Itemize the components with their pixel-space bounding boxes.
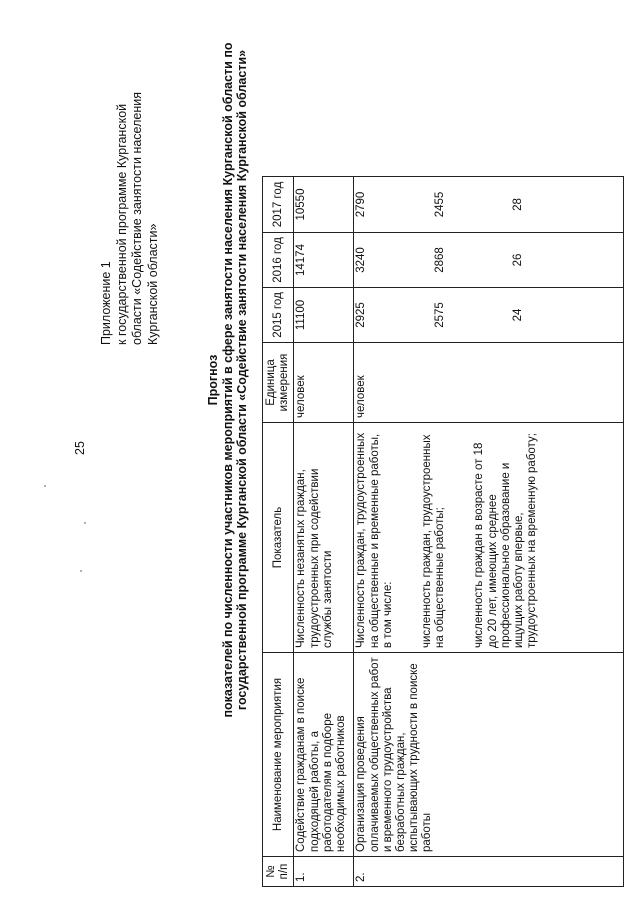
scan-speck <box>84 522 86 524</box>
row-value-2017: 2455 <box>433 191 446 218</box>
row-value-2015: 11100 <box>294 288 354 343</box>
header-indicator: Показатель <box>263 423 294 653</box>
indicator-text: численность граждан, трудоустроенных на общественные работы; <box>421 434 447 648</box>
table-header-row <box>263 177 294 887</box>
row-values-2017 <box>354 177 624 233</box>
row-value-2016: 3240 <box>355 247 368 273</box>
header-2015: 2015 год <box>263 288 294 343</box>
header-num: № п/п <box>263 857 294 887</box>
appendix-line: области «Содействие занятости населения <box>130 92 144 345</box>
row-value-2015: 2925 <box>355 302 368 328</box>
row-value-2017: 10550 <box>294 177 354 233</box>
row-num: 2. <box>354 857 624 887</box>
document-title <box>206 35 250 725</box>
header-unit: Единица измерения <box>263 343 294 423</box>
row-value-2017: 28 <box>511 198 524 211</box>
row-value-2016: 26 <box>511 253 524 267</box>
scan-speck <box>80 570 82 572</box>
forecast-table <box>262 176 624 887</box>
row-value-2016: 14174 <box>294 233 354 288</box>
header-2017: 2017 год <box>263 177 294 233</box>
title-line: показателей по численности участников мероприятий в сфере занятости населения Курганской области по <box>220 42 235 718</box>
row-value-2017: 2790 <box>355 191 368 218</box>
appendix-line: Курганской области» <box>145 223 160 345</box>
row-value-2016: 2868 <box>433 247 446 273</box>
row-num: 1. <box>294 857 354 887</box>
title-line: государственной программе Курганской области «Содействие занятости населения Курганской области» <box>235 49 249 711</box>
row-unit: человек <box>354 343 624 423</box>
header-event: Наименование мероприятия <box>263 653 294 857</box>
scan-speck <box>44 485 46 487</box>
row-value-2015: 24 <box>511 308 524 322</box>
indicator-text: численность граждан в возрасте от 18 до 20 лет, имеющих среднее профессиональное образование и ищущих работу впервые, трудоустроенных на временную работу; <box>473 433 539 648</box>
indicator-text: Численность граждан, трудоустроенных на общественные и временные работы, в том числе: <box>355 432 394 648</box>
row-unit: человек <box>294 343 354 423</box>
row-values-2016 <box>354 233 624 288</box>
title-line: Прогноз <box>206 354 220 406</box>
appendix-note <box>99 15 161 345</box>
appendix-line: Приложение 1 <box>99 261 113 345</box>
page-number: 25 <box>73 441 87 455</box>
table-row <box>294 177 354 887</box>
row-event: Организация проведения оплачиваемых общественных работ и временного трудоустройства безработных граждан, испытывающих трудности в поиске работы <box>354 653 624 857</box>
row-values-2015 <box>354 288 624 343</box>
row-indicator: Численность незанятых граждан, трудоустроенных при содействии службы занятости <box>294 423 354 653</box>
row-event: Содействие гражданам в поиске подходящей работы, а работодателям в подборе необходимых работников <box>294 653 354 857</box>
row-value-2015: 2575 <box>433 302 446 328</box>
appendix-line: к государственной программе Курганской <box>114 103 129 345</box>
row-indicator-group <box>354 423 624 653</box>
table-row <box>354 177 624 887</box>
header-2016: 2016 год <box>263 233 294 288</box>
